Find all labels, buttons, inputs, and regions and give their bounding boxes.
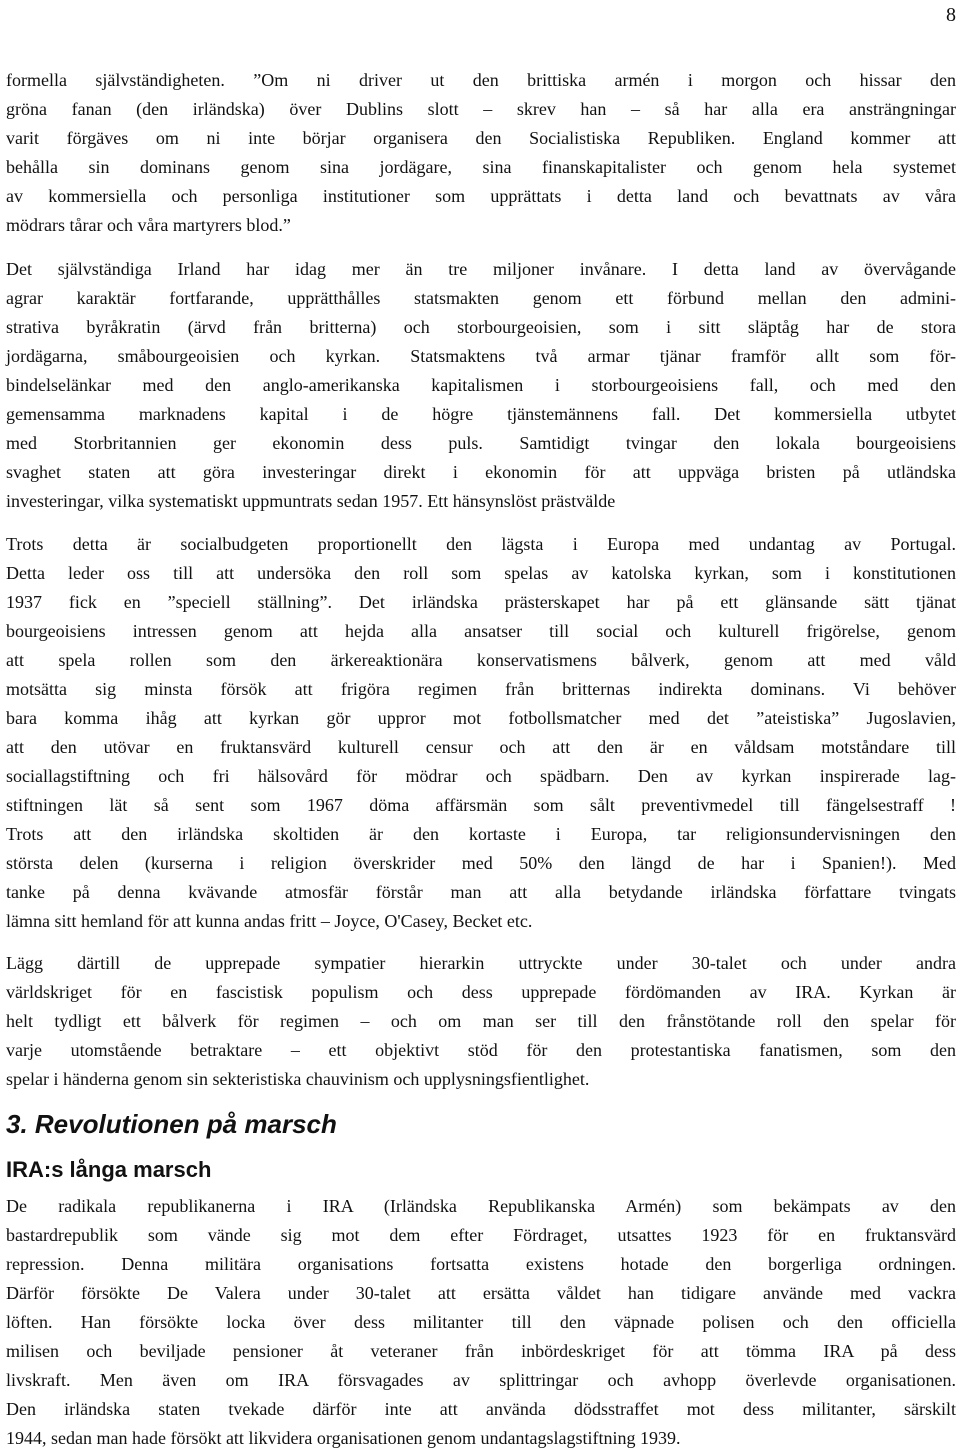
text-line: jordägarna, småbourgeoisien och kyrkan. Statsmaktens två armar tjänar framför allt som för- [6, 346, 956, 366]
text-line: löften. Han försökte locka över dess militanter till den väpnade polisen och den officiella [6, 1312, 956, 1332]
text-line: Den irländska staten tvekade därför inte att använda dödsstraffet mot dess militanter, särskilt [6, 1399, 956, 1419]
text-line: 1944, sedan man hade försökt att likvidera organisationen genom undantagslagstiftning 1939. [6, 1428, 681, 1448]
text-line: största delen (kurserna i religion överskrider med 50% den längd de har i Spanien!). Med [6, 853, 956, 873]
text-line: livskraft. Men även om IRA försvagades av splittringar och avhopp överlevde organisationen. [6, 1370, 956, 1390]
text-line: strativa byråkratin (ärvd från britterna) och storbourgeoisien, som i sitt släptåg har de stora [6, 317, 956, 337]
text-line: Trots detta är socialbudgeten proportionellt den lägsta i Europa med undantag av Portugal. [6, 534, 956, 554]
text-line: agrar karaktär fortfarande, upprätthålles statsmakten genom ett förbund mellan den admini- [6, 288, 956, 308]
paragraph [6, 949, 956, 1094]
text-line: varit förgäves om ni inte börjar organisera den Socialistiska Republiken. England kommer att [6, 128, 956, 148]
text-line: bara komma ihåg att kyrkan gör uppror mot fotbollsmatcher med det ”ateistiska” Jugoslavien, [6, 708, 956, 728]
text-line: lämna sitt hemland för att kunna andas fritt – Joyce, O'Casey, Becket etc. [6, 911, 533, 931]
text-line: Detta leder oss till att undersöka den roll som spelas av katolska kyrkan, som i konstitutionen [6, 563, 956, 583]
page-number: 8 [946, 4, 956, 26]
section-heading: 3. Revolutionen på marsch [6, 1109, 337, 1139]
text-line: behålla sin dominans genom sina jordägare, sina finanskapitalister och genom hela systemet [6, 157, 956, 177]
text-line: formella självständigheten. ”Om ni driver ut den brittiska armén i morgon och hissar den [6, 70, 956, 90]
text-line: att spela rollen som den ärkereaktionära konservatismens bålverk, genom att med våld [6, 650, 956, 670]
text-line: stiftningen lät så sent som 1967 döma affärsmän som sålt preventivmedel till fängelsestraff ! [6, 795, 956, 815]
text-line: gemensamma marknadens kapital i de högre tjänstemännens fall. Det kommersiella utbytet [6, 404, 956, 424]
text-line: investeringar, vilka systematiskt uppmuntrats sedan 1957. Ett hänsynslöst prästvälde [6, 491, 616, 511]
paragraph [6, 1192, 956, 1453]
text-line: Det självständiga Irland har idag mer än tre miljoner invånare. I detta land av övervågande [6, 259, 956, 279]
text-line: 1937 fick en ”speciell ställning”. Det irländska prästerskapet har på ett glänsande sätt tjänat [6, 592, 956, 612]
paragraph [6, 66, 956, 240]
text-line: Lägg därtill de upprepade sympatier hierarkin uttryckte under 30-talet och under andra [6, 953, 956, 973]
subsection-heading: IRA:s långa marsch [6, 1157, 212, 1182]
text-line: helt tydligt ett bålverk för regimen – och om man ser till den frånstötande roll den spelar för [6, 1011, 956, 1031]
text-line: motsätta sig minsta försök att frigöra regimen från britternas indirekta dominans. Vi behöver [6, 679, 956, 699]
text-line: repression. Denna militära organisations fortsatta existens hotade den borgerliga ordningen. [6, 1254, 956, 1274]
text-line: bastardrepublik som vände sig mot dem efter Fördraget, utsattes 1923 för en fruktansvärd [6, 1225, 956, 1245]
text-line: spelar i händerna genom sin sekteristiska chauvinism och upplysningsfientlighet. [6, 1069, 590, 1089]
text-line: av kommersiella och personliga institutioner som upprättats i detta land och bevattnats av våra [6, 186, 956, 206]
text-line: att den utövar en fruktansvärd kulturell censur och att den är en våldsam motståndare till [6, 737, 956, 757]
text-line: Trots att den irländska skoltiden är den kortaste i Europa, tar religionsundervisningen den [6, 824, 956, 844]
text-line: världskriget för en fascistisk populism och dess upprepade fördömanden av IRA. Kyrkan är [6, 982, 956, 1002]
text-line: svaghet staten att göra investeringar direkt i ekonomin för att uppväga bristen på utländska [6, 462, 956, 482]
text-line: gröna fanan (den irländska) över Dublins slott – skrev han – så har alla era ansträngningar [6, 99, 956, 119]
text-line: bourgeoisiens intressen genom att hejda alla ansatser till social och kulturell frigörelse, genom [6, 621, 956, 641]
text-line: bindelselänkar med den anglo-amerikanska kapitalismen i storbourgeoisiens fall, och med den [6, 375, 956, 395]
paragraph [6, 255, 956, 516]
text-line: tanke på denna kvävande atmosfär förstår man att alla betydande irländska författare tvingats [6, 882, 956, 902]
paragraph [6, 530, 956, 936]
document-page [6, 0, 956, 1456]
text-line: milisen och beviljade pensioner åt veteraner från inbördeskriget för att tömma IRA på dess [6, 1341, 956, 1361]
text-line: sociallagstiftning och fri hälsovård för mödrar och spädbarn. Den av kyrkan inspirerade lag- [6, 766, 956, 786]
text-line: mödrars tårar och våra martyrers blod.” [6, 215, 291, 235]
text-line: De radikala republikanerna i IRA (Irländska Republikanska Armén) som bekämpats av den [6, 1196, 956, 1216]
text-line: med Storbritannien ger ekonomin dess puls. Samtidigt tvingar den lokala bourgeoisiens [6, 433, 956, 453]
text-line: Därför försökte De Valera under 30-talet att ersätta våldet han tidigare använde med vackra [6, 1283, 956, 1303]
text-line: varje utomstående betraktare – ett objektivt stöd för den protestantiska fanatismen, som den [6, 1040, 956, 1060]
